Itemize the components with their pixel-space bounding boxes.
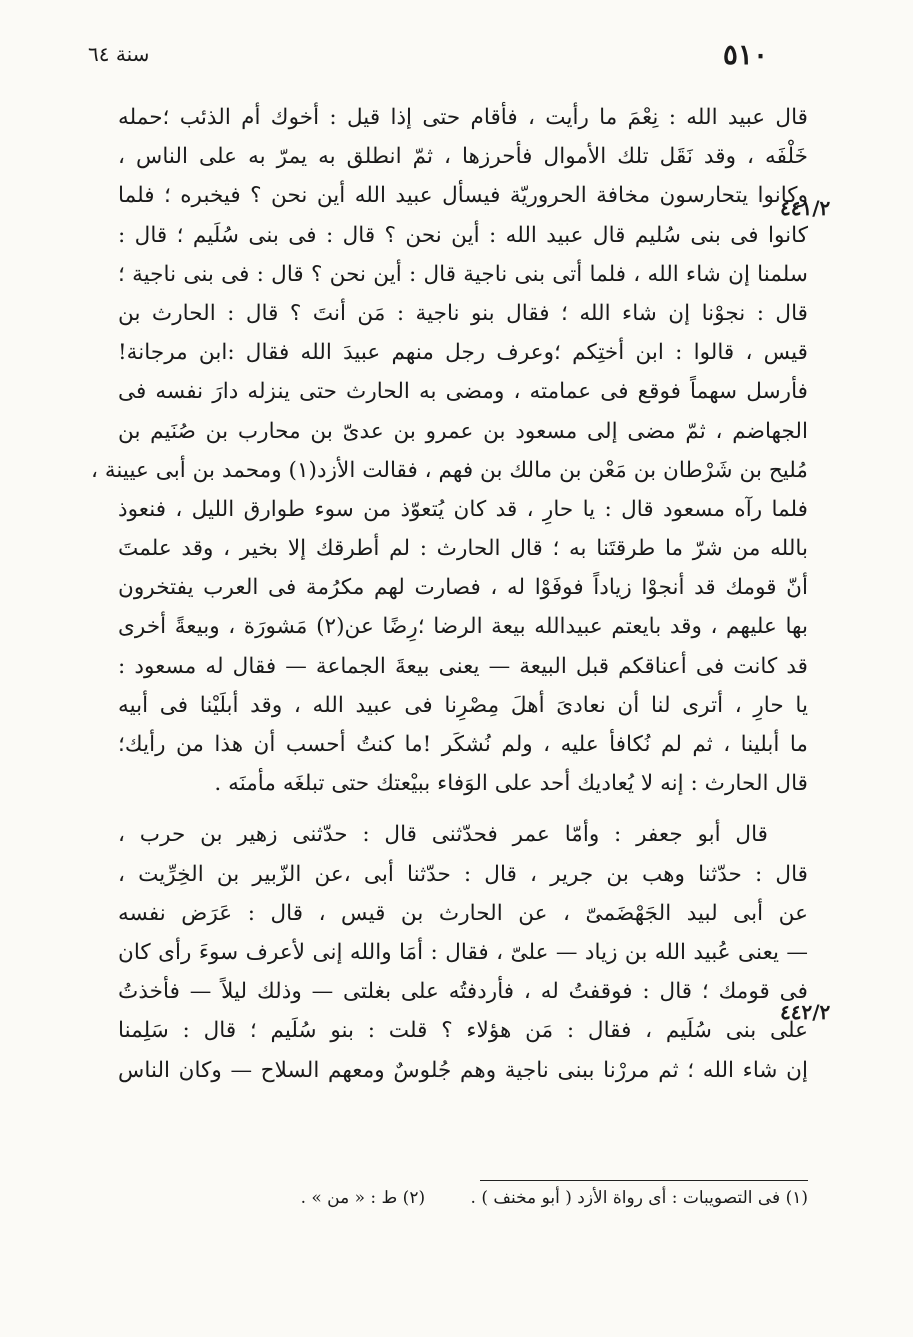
text-line: إن شاء الله ؛ ثم مررْنا ببنى ناجية وهم جُلوسٌ ومعهم السلاح — وكان الناس [118, 1057, 808, 1083]
text-line: قد كانت فى أعناقكم قبل البيعة — يعنى بيعةَ الجماعة — فقال له مسعود : [118, 653, 808, 679]
text-line: قال أبو جعفر : وأمّا عمر فحدّثنى قال : حدّثنى زهير بن حرب ، [118, 822, 768, 848]
text-line: قال الحارث : إنه لا يُعاديك أحد على الوَفاء ببيْعتك حتى تبلغَه مأمنَه . [214, 771, 808, 797]
paragraph-gap [118, 803, 808, 815]
text-line: قال : نجوْنا إن شاء الله ؛ فقال بنو ناجية : مَن أنتَ ؟ قال : الحارث بن [118, 300, 808, 326]
footnote-divider [480, 1180, 808, 1181]
text-line: فى قومك ؛ قال : فوقفتُ له ، فأردفتُه على بغلتى — وذلك ليلاً — فأخذتُ [118, 979, 808, 1005]
text-line: فلما رآه مسعود قال : يا حارِ ، قد كان يُتعوّذ من سوء طوارق الليل ، فنعوذ [118, 496, 808, 522]
text-line: بها عليهم ، وقد بايعتم عبيدالله بيعة الرضا ؛رِضًا عن(٢) مَشورَة ، وبيعةً أخرى [118, 614, 808, 640]
text-line: سلمنا إن شاء الله ، فلما أتى بنى ناجية قال : أين نحن ؟ قال : فى بنى ناجية ؛ [118, 261, 808, 287]
body-text [91, 98, 808, 1090]
text-line: يا حارِ ، أترى لنا أن نعادىَ أهلَ مِصْرِنا فى عبيد الله ، وقد أبلَيْنا فى أبيه [118, 692, 808, 718]
text-line: بالله من شرّ ما طرقتَنا به ؛ قال الحارث : لم أطرقك إلا بخير ، وقد علمتَ [118, 536, 808, 562]
text-line: وكانوا يتحارسون مخافة الحروريّة فيسأل عبيد الله أين نحن ؟ فيخبره ؛ فلما [118, 183, 808, 209]
text-line: ما أبلينا ، ثم لم نُكافأ عليه ، ولم نُشكَر !ما كنتُ أحسب أن هذا من رأيك؛ [118, 732, 808, 757]
margin-reference: ٤٤١/٢ [780, 196, 831, 220]
page-number: ٥١٠ [722, 38, 768, 71]
text-line: مُليح بن شَرْطان بن مَعْن بن مالك بن فهم ، فقالت الأزد(١) ومحمد بن أبى عيينة ، [91, 457, 808, 483]
year-label: سنة ٦٤ [88, 42, 150, 66]
text-line: أنّ قومك قد أنجوْا زياداً فوفَوْا له ، فصارت لهم مكرُمة فى العرب يفتخرون [118, 575, 808, 601]
margin-reference: ٤٤٢/٢ [780, 1000, 831, 1024]
text-line: قيس ، قالوا : ابن أختِكم ؛وعرف رجل منهم عبيدَ الله فقال :ابن مرجانة! [118, 340, 808, 366]
text-line: قال عبيد الله : نِعْمَ ما رأيت ، فأقام حتى إذا قيل : أخوك أم الذئب ؛حمله [118, 105, 808, 130]
text-line: الجهاضم ، ثمّ مضى إلى مسعود بن عمرو بن عدىّ بن محارب بن صُنَيم بن [118, 418, 808, 444]
text-line: فأرسل سهماً فوقع فى عمامته ، ومضى به الحارث حتى ينزله دارَ نفسه فى [118, 379, 808, 405]
text-line: خَلْفَه ، وقد نَقَل تلك الأموال فأحرزها ، ثمّ انطلق به يمرّ به على الناس ، [118, 144, 808, 170]
text-line: عن أبى لبيد الجَهْضَمىّ ، عن الحارث بن قيس ، قال : عَرَض نفسه [118, 900, 808, 926]
text-line: على بنى سُلَيم ، فقال : مَن هؤلاء ؟ قلت : بنو سُلَيم ؛ قال : سَلِمنا [118, 1018, 808, 1044]
text-line: قال : حدّثنا وهب بن جرير ، قال : حدّثنا أبى ،عن الزّبير بن الخِرِّيت ، [118, 861, 808, 887]
text-line: — يعنى عُبيد الله بن زياد — علىّ ، فقال : أمَا والله إنى لأعرف سوءَ رأى كان [118, 939, 808, 965]
text-line: كانوا فى بنى سُليم قال عبيد الله : أين نحن ؟ قال : فى بنى سُلَيم ؛ قال : [118, 222, 808, 248]
page-header [88, 38, 808, 78]
footnote: (٢) ط : « من » . [300, 1188, 426, 1208]
footnote: (١) فى التصويبات : أى رواة الأزد ( أبو مخنف ) . [470, 1188, 808, 1208]
footnotes [140, 1188, 808, 1208]
